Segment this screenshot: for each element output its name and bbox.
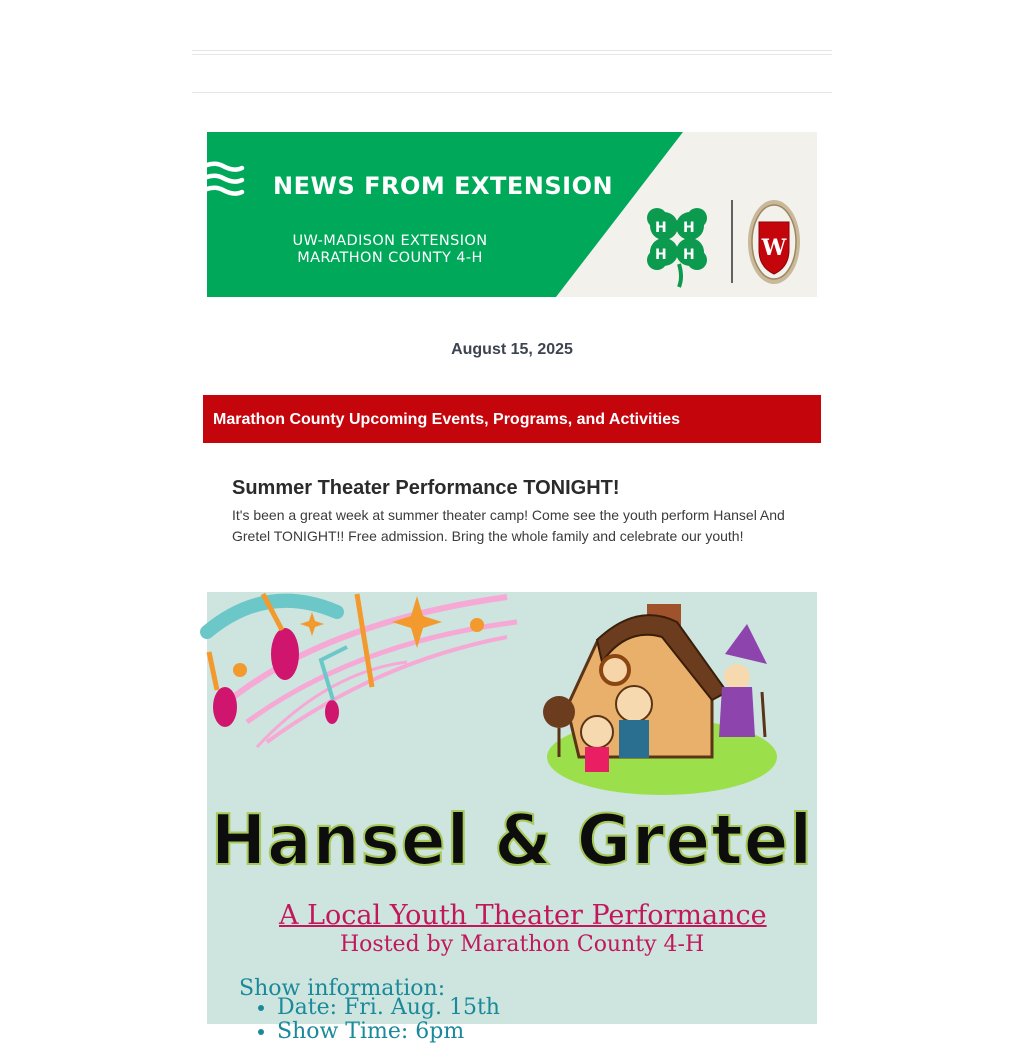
poster-hosted-by: Hosted by Marathon County 4-H: [340, 932, 705, 957]
header-banner[interactable]: [207, 132, 817, 297]
section-title: Marathon County Upcoming Events, Programs, and Activities: [213, 411, 681, 428]
banner-subtitle-line2: MARATHON COUNTY 4-H: [297, 250, 483, 266]
svg-text:H: H: [655, 220, 667, 236]
event-poster-image[interactable]: [207, 592, 817, 1044]
divider: [192, 92, 832, 93]
banner-background: [207, 132, 817, 297]
poster-title: Hansel & Gretel: [210, 800, 814, 881]
banner-subtitle-line1: UW-MADISON EXTENSION: [292, 233, 488, 249]
four-h-clover-logo: [647, 208, 707, 287]
poster-info-list: [255, 996, 500, 1044]
svg-text:H: H: [683, 247, 695, 263]
gingerbread-house-illustration: [543, 604, 777, 795]
banner-title: NEWS FROM EXTENSION: [273, 172, 614, 200]
uw-crest-logo: [748, 200, 800, 284]
article-title: Summer Theater Performance TONIGHT!: [232, 477, 620, 499]
music-notes-icon: [207, 594, 517, 747]
section-header: [203, 395, 821, 443]
article-body: It's been a great week at summer theater camp! Come see the youth perform Hansel And Gretel TONIGHT!! Free admission. Bring the whole family and celebrate our youth!: [232, 507, 785, 544]
banner-subtitle: [279, 233, 501, 267]
svg-text:H: H: [655, 247, 667, 263]
divider: [192, 50, 832, 51]
poster-subtitle: A Local Youth Theater Performance: [279, 900, 767, 931]
svg-text:H: H: [683, 220, 695, 236]
newsletter-date: August 15, 2025: [451, 341, 573, 358]
poster-info-item: • Date: Fri. Aug. 15th: [277, 996, 500, 1020]
poster-info-item: • Show Time: 6pm: [277, 1020, 500, 1044]
svg-text:W: W: [761, 235, 787, 261]
divider: [192, 54, 832, 55]
poster-info-heading: Show information:: [239, 976, 446, 1001]
